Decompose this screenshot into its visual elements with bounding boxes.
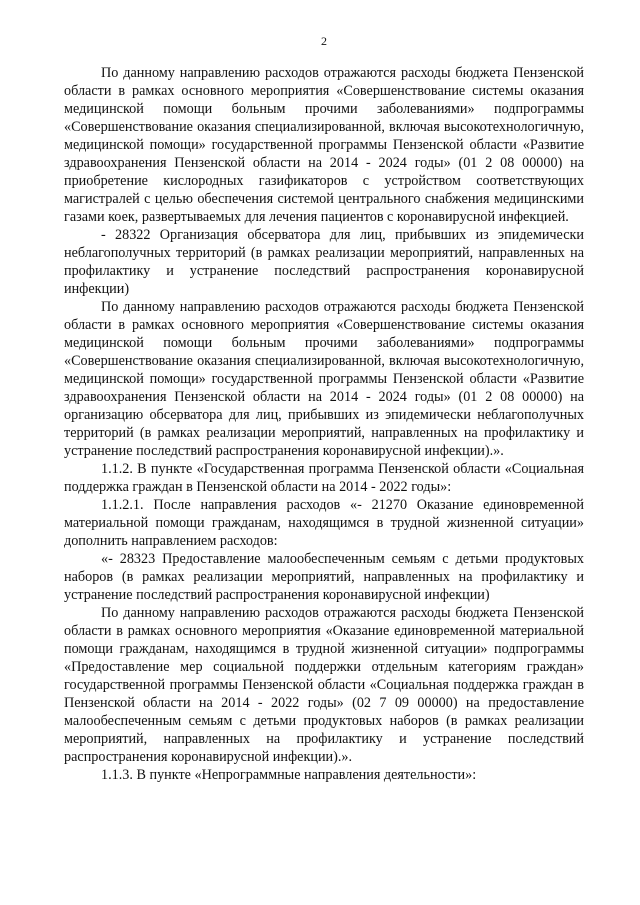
paragraph-1-1-3: 1.1.3. В пункте «Непрограммные направления деятельности»: <box>101 767 477 783</box>
paragraph-food-sets-description: По данному направлению расходов отражаются расходы бюджета Пензенской области в рамках основного мероприятия «Оказание единовременной материальной помощи гражданам, находящимся в трудной жизненной ситуации» подпрограммы «Предоставление мер социальной поддержки отдельным категориям граждан» государственной программы Пензенской области «Социальная поддержка граждан в Пензенской области на 2014 - 2022 годы» (02 7 09 00000) на предоставление малообеспеченным семьям с детьми продуктовых наборов (в рамках реализации мероприятий, направленных на профилактику и устранение последствий распространения коронавирусной инфекции).». <box>64 605 584 765</box>
paragraph-oxygen-gasifiers: По данному направлению расходов отражаются расходы бюджета Пензенской области в рамках основного мероприятия «Совершенствование системы оказания медицинской помощи больным прочими заболеваниями» подпрограммы «Совершенствование оказания специализированной, включая высокотехнологичную, медицинской помощи» государственной программы Пензенской области «Развитие здравоохранения Пензенской области на 2014 - 2024 годы» (01 2 08 00000) на приобретение кислородных газификаторов с устройством соответствующих магистралей с целью обеспечения системой центрального снабжения медицинскими газами коек, развертываемых для лечения пациентов с коронавирусной инфекцией. <box>64 65 584 225</box>
document-page <box>64 34 584 784</box>
paragraph-1-1-2: 1.1.2. В пункте «Государственная программа Пензенской области «Социальная поддержка граждан в Пензенской области на 2014 - 2022 годы»: <box>64 461 584 495</box>
paragraph-28322-observator: - 28322 Организация обсерватора для лиц, прибывших из эпидемически неблагополучных территорий (в рамках реализации мероприятий, направленных на профилактику и устранение последствий распространения коронавирусной инфекции) <box>64 227 584 297</box>
paragraph-1-1-2-1: 1.1.2.1. После направления расходов «- 21270 Оказание единовременной материальной помощи гражданам, находящимся в трудной жизненной ситуации» дополнить направлением расходов: <box>64 497 584 549</box>
paragraph-observator-description: По данному направлению расходов отражаются расходы бюджета Пензенской области в рамках основного мероприятия «Совершенствование системы оказания медицинской помощи больным прочими заболеваниями» подпрограммы «Совершенствование оказания специализированной, включая высокотехнологичную, медицинской помощи» государственной программы Пензенской области «Развитие здравоохранения Пензенской области на 2014 - 2024 годы» (01 2 08 00000) на организацию обсерватора для лиц, прибывших из эпидемически неблагополучных территорий (в рамках реализации мероприятий, направленных на профилактику и устранение последствий распространения коронавирусной инфекции).». <box>64 299 584 459</box>
page-number: 2 <box>321 34 327 48</box>
paragraph-28323-food-sets: «- 28323 Предоставление малообеспеченным семьям с детьми продуктовых наборов (в рамках реализации мероприятий, направленных на профилактику и устранение последствий распространения коронавирусной инфекции) <box>64 551 584 603</box>
